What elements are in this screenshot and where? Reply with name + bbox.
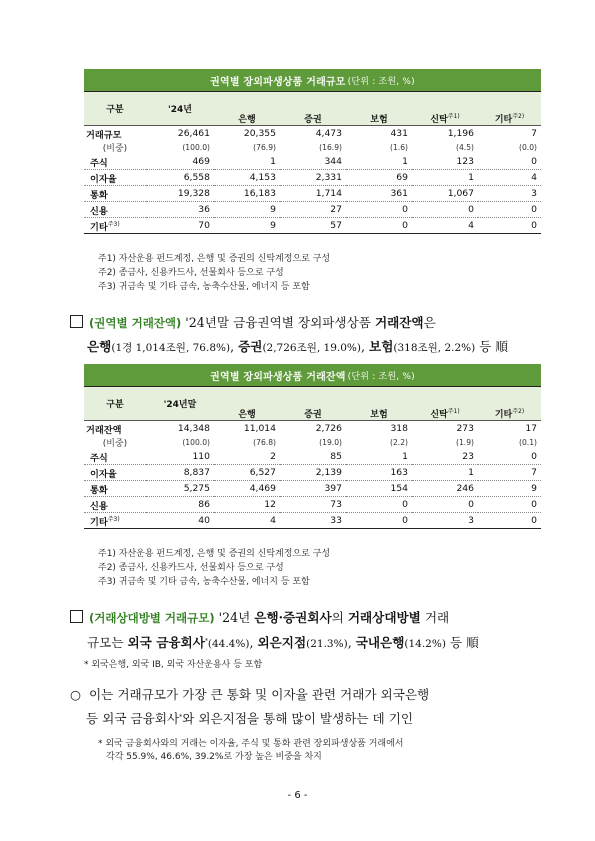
cell: 4,469	[214, 481, 280, 497]
cell: 16,183	[214, 186, 280, 202]
table-title-text: 권역별 장외파생상품 거래규모	[210, 76, 346, 88]
row-label: 주식	[84, 154, 146, 170]
cell: 4	[478, 170, 541, 186]
cell: 17	[525, 423, 538, 434]
row-label: 기타$^{주3)}$	[84, 513, 146, 529]
cell: 1	[412, 465, 478, 481]
cell: (1.9)	[455, 438, 474, 447]
col-label: 보험	[346, 406, 412, 421]
col-head: 구분	[84, 387, 146, 421]
cell: 36	[146, 202, 214, 218]
cell: 1	[214, 154, 280, 170]
cell: 0	[478, 497, 541, 513]
note: 주2) 종금사, 신용카드사, 선물회사 등으로 구성	[98, 563, 284, 573]
cell: 69	[346, 170, 412, 186]
cell: 0	[478, 202, 541, 218]
table-title-text: 권역별 장외파생상품 거래잔액	[210, 371, 346, 383]
table-row	[84, 154, 541, 170]
cell: 163	[346, 465, 412, 481]
total-label: 거래잔액	[86, 424, 122, 436]
cell: (76.8)	[253, 438, 276, 447]
cell: (100.0)	[182, 438, 210, 447]
note: 주3) 귀금속 및 기타 금속, 농축수산물, 에너지 등 포함	[98, 282, 310, 292]
cell: 4,473	[315, 128, 342, 139]
cell: 0	[346, 513, 412, 529]
col-head: 구분	[84, 92, 146, 126]
cell: 6,558	[146, 170, 214, 186]
cell: 23	[412, 449, 478, 465]
cell: 154	[346, 481, 412, 497]
page-number: - 6 -	[287, 790, 308, 801]
cell: (16.9)	[319, 143, 342, 152]
cell: (0.0)	[519, 143, 538, 152]
cell: 9	[214, 202, 280, 218]
paragraph-balance: (권역별 거래잔액) '24년말 금융권역별 장외파생상품 거래잔액은 은행(1경 1,014조원, 76.8%), 증권(2,726조원, 19.0%), 보험(318조원, 2.2%) 등 順	[70, 311, 544, 360]
cell: 0	[478, 449, 541, 465]
cell: 361	[346, 186, 412, 202]
table-row	[84, 449, 541, 465]
cell: 469	[146, 154, 214, 170]
row-label: 신용	[84, 497, 146, 513]
table-row	[84, 186, 541, 202]
cell: 8,837	[146, 465, 214, 481]
col-label: 보험	[346, 111, 412, 126]
cell: 0	[478, 513, 541, 529]
para-tag: (권역별 거래잔액)	[89, 316, 182, 330]
data-table	[84, 386, 541, 529]
cell: 1	[346, 154, 412, 170]
col-label: 기타$^{주2)}$	[478, 111, 541, 126]
note: 각각 55.9%, 46.6%, 39.2%로 가장 높은 비중을 차지	[106, 752, 322, 762]
cell: 40	[146, 513, 214, 529]
table-title	[84, 364, 541, 386]
row-label: 기타$^{주3)}$	[84, 218, 146, 234]
note: 주3) 귀금속 및 기타 금속, 농축수산물, 에너지 등 포함	[98, 577, 310, 587]
header-row	[84, 387, 541, 407]
cell: 110	[146, 449, 214, 465]
cell: 0	[412, 497, 478, 513]
total-row	[84, 421, 541, 437]
cell: 6,527	[214, 465, 280, 481]
cell: 9	[478, 481, 541, 497]
cell: 1,196	[447, 128, 474, 139]
total-row	[84, 126, 541, 142]
col-year: '24년	[146, 92, 214, 126]
cell: 0	[346, 202, 412, 218]
cell: (76.9)	[253, 143, 276, 152]
note: 주1) 자산운용 펀드계정, 은행 및 증권의 신탁계정으로 구성	[98, 254, 331, 264]
cell: 4	[214, 513, 280, 529]
row-label: 통화	[84, 481, 146, 497]
cell: 246	[412, 481, 478, 497]
cell: 2,139	[280, 465, 346, 481]
table-row	[84, 170, 541, 186]
cell: 12	[214, 497, 280, 513]
cell: 3	[412, 513, 478, 529]
cell: 2,726	[315, 423, 342, 434]
cell: 26,461	[177, 128, 210, 139]
cell: (4.5)	[455, 143, 474, 152]
cell: 344	[280, 154, 346, 170]
col-label: 증권	[280, 406, 346, 421]
cell: 4	[412, 218, 478, 234]
cell: 33	[280, 513, 346, 529]
share-row	[84, 436, 541, 449]
table-row	[84, 202, 541, 218]
cell: 431	[390, 128, 408, 139]
cell: 2	[214, 449, 280, 465]
cell: 1	[412, 170, 478, 186]
cell: (19.0)	[319, 438, 342, 447]
note: 주2) 종금사, 신용카드사, 선물회사 등으로 구성	[98, 268, 284, 278]
circle-bullet-icon: ○	[70, 687, 81, 702]
col-year: '24년말	[146, 387, 214, 421]
note: * 외국 금융회사와의 거래는 이자율, 주식 및 통화 관련 장외파생상품 거래에서	[98, 739, 404, 749]
table-trade-balance	[84, 364, 541, 529]
footnote-foreign: * 외국은행, 외국 IB, 외국 자산운용사 등 포함	[84, 660, 263, 670]
row-label: 통화	[84, 186, 146, 202]
cell: 1	[346, 449, 412, 465]
row-label: 주식	[84, 449, 146, 465]
cell: 0	[346, 218, 412, 234]
table-trade-volume	[84, 69, 541, 234]
table-row	[84, 513, 541, 529]
cell: 2,331	[280, 170, 346, 186]
col-label: 신탁$^{주1)}$	[412, 111, 478, 126]
header-row	[84, 92, 541, 112]
share-label: (비중)	[102, 439, 128, 449]
cell: 3	[478, 186, 541, 202]
cell: 318	[390, 423, 408, 434]
share-label: (비중)	[102, 144, 128, 154]
total-label: 거래규모	[86, 129, 122, 141]
col-label: 은행	[214, 406, 280, 421]
cell: 70	[146, 218, 214, 234]
cell: 9	[214, 218, 280, 234]
note: 주1) 자산운용 펀드계정, 은행 및 증권의 신탁계정으로 구성	[98, 549, 331, 559]
cell: 123	[412, 154, 478, 170]
header-spacer	[214, 92, 541, 112]
header-spacer	[214, 387, 541, 407]
col-label: 증권	[280, 111, 346, 126]
table-title	[84, 69, 541, 91]
cell: 0	[412, 202, 478, 218]
cell: 14,348	[177, 423, 210, 434]
cell: 85	[280, 449, 346, 465]
cell: 1,714	[280, 186, 346, 202]
cell: 73	[280, 497, 346, 513]
data-table	[84, 91, 541, 234]
col-label: 은행	[214, 111, 280, 126]
cell: 57	[280, 218, 346, 234]
cell: 0	[478, 218, 541, 234]
table-row	[84, 481, 541, 497]
cell: 27	[280, 202, 346, 218]
cell: (0.1)	[519, 438, 538, 447]
cell: 273	[456, 423, 474, 434]
cell: 7	[531, 128, 538, 139]
cell: 0	[346, 497, 412, 513]
table-row	[84, 218, 541, 234]
share-row	[84, 141, 541, 154]
row-label: 신용	[84, 202, 146, 218]
cell: 1,067	[412, 186, 478, 202]
row-label: 이자율	[84, 465, 146, 481]
para-tag: (거래상대방별 거래규모)	[89, 611, 215, 625]
cell: 5,275	[146, 481, 214, 497]
table-unit: (단위 : 조원, %)	[347, 76, 415, 87]
cell: (2.2)	[389, 438, 408, 447]
cell: 4,153	[214, 170, 280, 186]
checkbox-square-icon	[70, 315, 83, 328]
cell: (100.0)	[182, 143, 210, 152]
table-row	[84, 465, 541, 481]
table-row	[84, 497, 541, 513]
cell: 11,014	[243, 423, 276, 434]
cell: (1.6)	[389, 143, 408, 152]
cell: 0	[478, 154, 541, 170]
col-label: 신탁$^{주1)}$	[412, 406, 478, 421]
row-label: 이자율	[84, 170, 146, 186]
table2-notes	[98, 547, 330, 589]
cell: 19,328	[146, 186, 214, 202]
cell: 86	[146, 497, 214, 513]
col-label: 기타$^{주2)}$	[478, 406, 541, 421]
footnote-share	[98, 738, 404, 764]
cell: 7	[478, 465, 541, 481]
paragraph-counterparty: (거래상대방별 거래규모) '24년 은행·증권회사의 거래상대방별 거래 규모는 외국 금융회사*(44.4%), 외은지점(21.3%), 국내은행(14.2%) 등 順	[70, 606, 544, 656]
cell: 20,355	[243, 128, 276, 139]
table-unit: (단위 : 조원, %)	[347, 371, 415, 382]
bullet-reason: ○ 이는 거래규모가 가장 큰 통화 및 이자율 관련 거래가 외국은행 등 외국 금융회사*와 외은지점을 통해 많이 발생하는 데 기인	[70, 687, 430, 726]
cell: 397	[280, 481, 346, 497]
checkbox-square-icon	[70, 610, 83, 623]
table1-notes	[98, 252, 330, 294]
